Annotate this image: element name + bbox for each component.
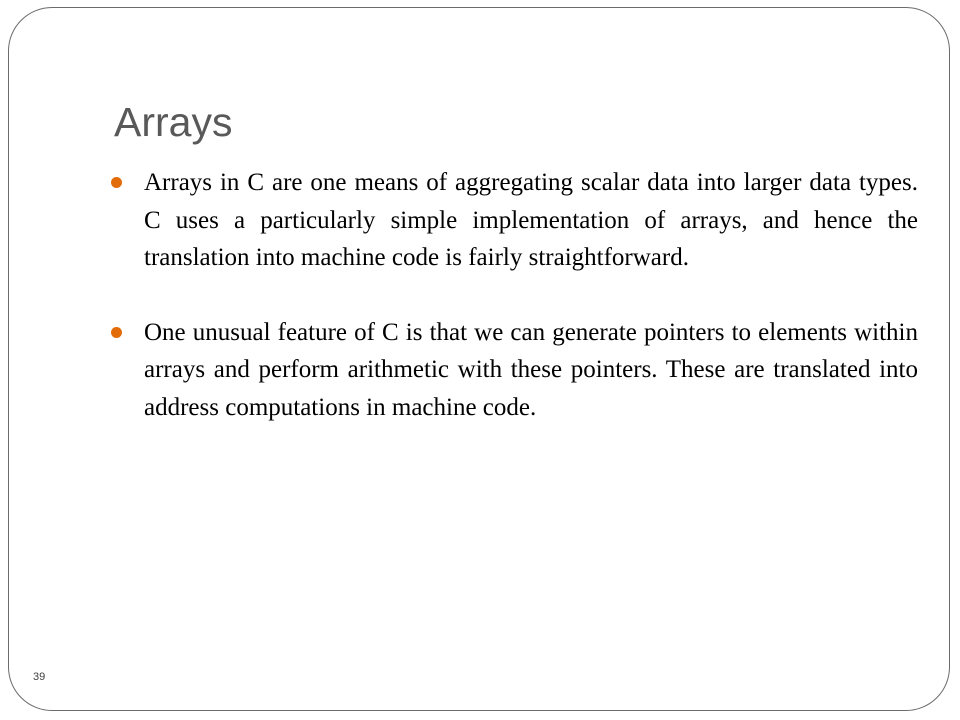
bullet-item	[111, 164, 918, 277]
bullet-dot-icon	[111, 327, 122, 338]
bullet-list	[111, 164, 918, 426]
bullet-text: Arrays in C are one means of aggregating scalar data into larger data types. C uses a particularly simple implementation of arrays, and hence the translation into machine code is fairly straightforward.	[144, 169, 918, 271]
bullet-item	[111, 314, 918, 427]
slide-title: Arrays	[114, 99, 233, 145]
bullet-text: One unusual feature of C is that we can generate pointers to elements within arrays and perform arithmetic with these pointers. These are translated into address computations in machine code.	[144, 318, 918, 421]
slide-frame	[8, 7, 950, 711]
bullet-dot-icon	[111, 177, 122, 188]
page-number: 39	[33, 671, 46, 683]
